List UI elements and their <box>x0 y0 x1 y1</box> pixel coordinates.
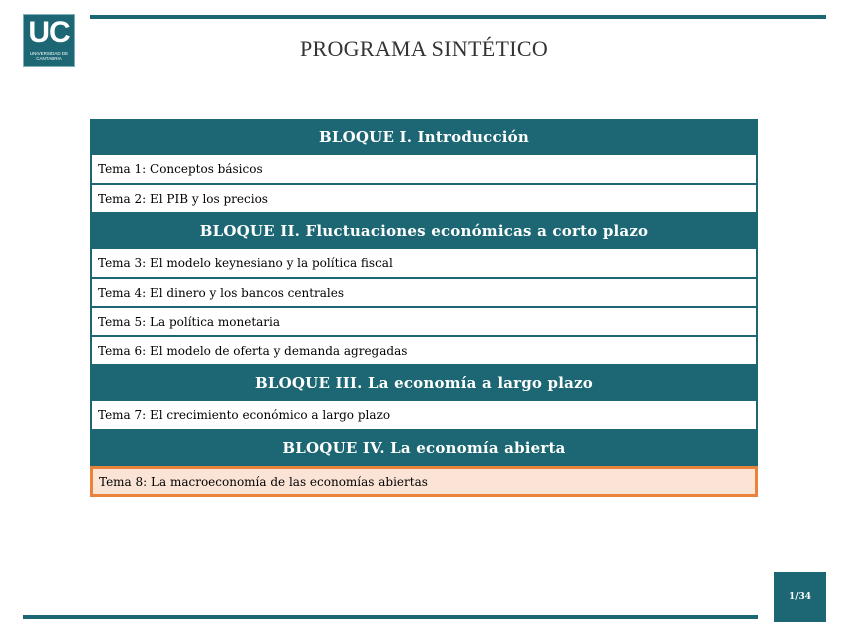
bloque-header: BLOQUE I. Introducción <box>319 128 529 146</box>
tema-row-highlighted: Tema 8: La macroeconomía de las economías abiertas <box>90 466 758 497</box>
tema-row: Tema 1: Conceptos básicos <box>92 155 756 183</box>
syllabus-table <box>90 119 758 497</box>
bloque-header: BLOQUE III. La economía a largo plazo <box>255 374 593 392</box>
tema-row: Tema 2: El PIB y los precios <box>92 184 756 212</box>
logo-mark: UC <box>28 16 70 49</box>
bottom-rule <box>23 615 758 619</box>
tema-row: Tema 5: La política monetaria <box>92 307 756 335</box>
tema-row: Tema 3: El modelo keynesiano y la política fiscal <box>92 249 756 277</box>
page-number-badge: 1/34 <box>774 572 826 622</box>
tema-row: Tema 7: El crecimiento económico a largo plazo <box>92 401 756 429</box>
bloque-header: BLOQUE IV. La economía abierta <box>282 439 566 457</box>
tema-row: Tema 6: El modelo de oferta y demanda agregadas <box>92 336 756 364</box>
page-title: PROGRAMA SINTÉTICO <box>299 36 549 61</box>
top-rule <box>90 15 826 19</box>
tema-row: Tema 4: El dinero y los bancos centrales <box>92 278 756 306</box>
bloque-header: BLOQUE II. Fluctuaciones económicas a corto plazo <box>199 222 649 240</box>
logo-subtitle: UNIVERSIDAD DE CANTABRIA <box>29 51 69 61</box>
